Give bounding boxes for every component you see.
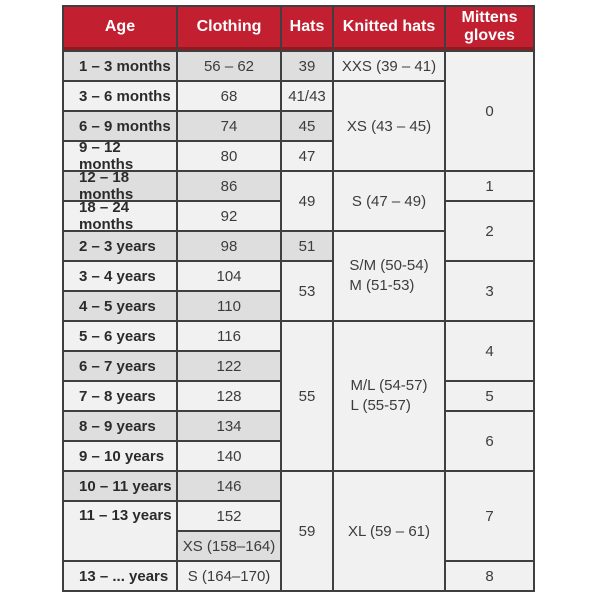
clothing-cell-text: 86 (220, 177, 238, 195)
hats-cell-text: 45 (298, 117, 316, 135)
clothing-cell (178, 262, 280, 290)
age-cell (64, 112, 176, 140)
knitted-hats-cell-text: XXS (39 – 41) (341, 57, 437, 75)
knitted-hats-cell-line: S/M (50-54) (349, 256, 429, 274)
age-cell-text: 9 – 12 months (79, 142, 134, 170)
mittens-gloves-cell (446, 262, 533, 320)
clothing-cell-text: 116 (217, 327, 241, 345)
age-cell (64, 142, 176, 170)
mittens-gloves-cell (446, 172, 533, 200)
age-cell-text: 2 – 3 years (79, 237, 156, 255)
knitted-hats-cell (334, 472, 444, 590)
knitted-hats-cell-text: XL (59 – 61) (348, 522, 430, 540)
knitted-hats-cell (334, 52, 444, 80)
knitted-hats-cell-text: XS (43 – 45) (346, 117, 432, 135)
hats-cell (282, 142, 332, 170)
knitted-hats-cell (334, 82, 444, 170)
hats-cell-text: 39 (298, 57, 316, 75)
age-cell (64, 232, 176, 260)
age-cell-text: 18 – 24 months (79, 202, 134, 230)
column-header-mittens-gloves: Mittens gloves (446, 7, 533, 50)
size-chart-table (62, 5, 535, 592)
age-cell (64, 442, 176, 470)
age-cell-text: 9 – 10 years (79, 447, 165, 465)
age-cell (64, 472, 176, 500)
column-header-knitted-hats: Knitted hats (334, 7, 444, 50)
clothing-cell (178, 52, 280, 80)
mittens-gloves-cell (446, 202, 533, 260)
age-cell (64, 202, 176, 230)
age-cell (64, 412, 176, 440)
clothing-cell-text: 122 (216, 357, 242, 375)
hats-cell (282, 262, 332, 320)
mittens-gloves-cell (446, 412, 533, 470)
clothing-cell-text: XS (158–164) (182, 537, 276, 555)
clothing-cell-text: 134 (216, 417, 242, 435)
mittens-gloves-cell (446, 472, 533, 560)
column-header-age: Age (64, 7, 176, 50)
mittens-gloves-cell-text: 2 (485, 222, 494, 240)
clothing-cell (178, 472, 280, 500)
clothing-cell-text: 74 (220, 117, 238, 135)
clothing-cell (178, 202, 280, 230)
clothing-cell-text: 56 – 62 (203, 57, 255, 75)
age-cell (64, 382, 176, 410)
clothing-cell (178, 232, 280, 260)
age-cell (64, 82, 176, 110)
mittens-gloves-cell (446, 382, 533, 410)
clothing-cell (178, 322, 280, 350)
clothing-cell (178, 112, 280, 140)
hats-cell-text: 49 (298, 192, 316, 210)
age-cell-text: 5 – 6 years (79, 327, 156, 345)
age-cell-text: 12 – 18 months (79, 172, 134, 200)
clothing-cell (178, 442, 280, 470)
mittens-gloves-cell-text: 1 (485, 177, 494, 195)
age-cell (64, 502, 176, 560)
age-cell-text: 8 – 9 years (79, 417, 156, 435)
age-cell (64, 322, 176, 350)
clothing-cell-text: 128 (216, 387, 242, 405)
mittens-gloves-cell-text: 5 (485, 387, 494, 405)
clothing-cell-text: 98 (220, 237, 238, 255)
clothing-cell-text: 104 (216, 267, 242, 285)
hats-cell-text: 59 (298, 522, 316, 540)
clothing-cell (178, 502, 280, 530)
mittens-gloves-cell (446, 52, 533, 170)
mittens-gloves-cell-text: 3 (485, 282, 494, 300)
knitted-hats-cell-text: S (47 – 49) (351, 192, 427, 210)
age-cell-text: 3 – 4 years (79, 267, 156, 285)
clothing-cell (178, 292, 280, 320)
hats-cell (282, 112, 332, 140)
knitted-hats-cell-line: M/L (54-57) (350, 376, 428, 394)
mittens-gloves-cell-text: 8 (485, 567, 494, 585)
hats-cell-text: 53 (298, 282, 316, 300)
clothing-cell (178, 82, 280, 110)
clothing-cell (178, 382, 280, 410)
age-cell (64, 52, 176, 80)
age-cell (64, 562, 176, 590)
mittens-gloves-cell-text: 7 (485, 507, 494, 525)
clothing-cell (178, 412, 280, 440)
mittens-gloves-cell-text: 6 (485, 432, 494, 450)
age-cell-text: 11 – 13 years (79, 507, 172, 524)
hats-cell (282, 52, 332, 80)
age-cell-text: 13 – ... years (79, 567, 169, 585)
age-cell (64, 292, 176, 320)
clothing-cell-text: 92 (220, 207, 238, 225)
knitted-hats-cell (334, 172, 444, 230)
age-cell (64, 262, 176, 290)
clothing-cell-text: S (164–170) (187, 567, 271, 585)
clothing-cell (178, 532, 280, 560)
age-cell-text: 10 – 11 years (79, 477, 172, 495)
age-cell-text: 4 – 5 years (79, 297, 156, 315)
age-cell-text: 1 – 3 months (79, 57, 171, 75)
clothing-cell (178, 562, 280, 590)
age-cell (64, 172, 176, 200)
age-cell (64, 352, 176, 380)
knitted-hats-cell (334, 322, 444, 470)
mittens-gloves-cell (446, 562, 533, 590)
clothing-cell-text: 140 (216, 447, 242, 465)
clothing-cell-text: 80 (220, 147, 238, 165)
clothing-cell-text: 68 (220, 87, 238, 105)
mittens-gloves-cell (446, 322, 533, 380)
hats-cell (282, 82, 332, 110)
column-header-hats: Hats (282, 7, 332, 50)
knitted-hats-cell-text (349, 256, 428, 297)
clothing-cell (178, 142, 280, 170)
hats-cell-text: 51 (298, 237, 316, 255)
mittens-gloves-cell-text: 4 (485, 342, 494, 360)
hats-cell (282, 232, 332, 260)
mittens-gloves-cell-text: 0 (485, 102, 494, 120)
hats-cell-text: 47 (298, 147, 316, 165)
clothing-cell-text: 146 (216, 477, 242, 495)
knitted-hats-cell-text (351, 376, 428, 417)
column-header-clothing: Clothing (178, 7, 280, 50)
clothing-cell-text: 110 (217, 297, 241, 315)
clothing-cell (178, 352, 280, 380)
knitted-hats-cell (334, 232, 444, 320)
hats-cell (282, 472, 332, 590)
hats-cell-text: 55 (298, 387, 316, 405)
age-cell-text: 6 – 7 years (79, 357, 156, 375)
knitted-hats-cell-line: M (51-53) (349, 277, 415, 294)
age-cell-text: 7 – 8 years (79, 387, 156, 405)
hats-cell-text: 41/43 (288, 87, 326, 105)
age-cell-text: 3 – 6 months (79, 87, 171, 105)
hats-cell (282, 322, 332, 470)
hats-cell (282, 172, 332, 230)
age-cell-text: 6 – 9 months (79, 117, 171, 135)
clothing-cell (178, 172, 280, 200)
clothing-cell-text: 152 (216, 507, 242, 525)
knitted-hats-cell-line: L (55-57) (350, 397, 411, 414)
